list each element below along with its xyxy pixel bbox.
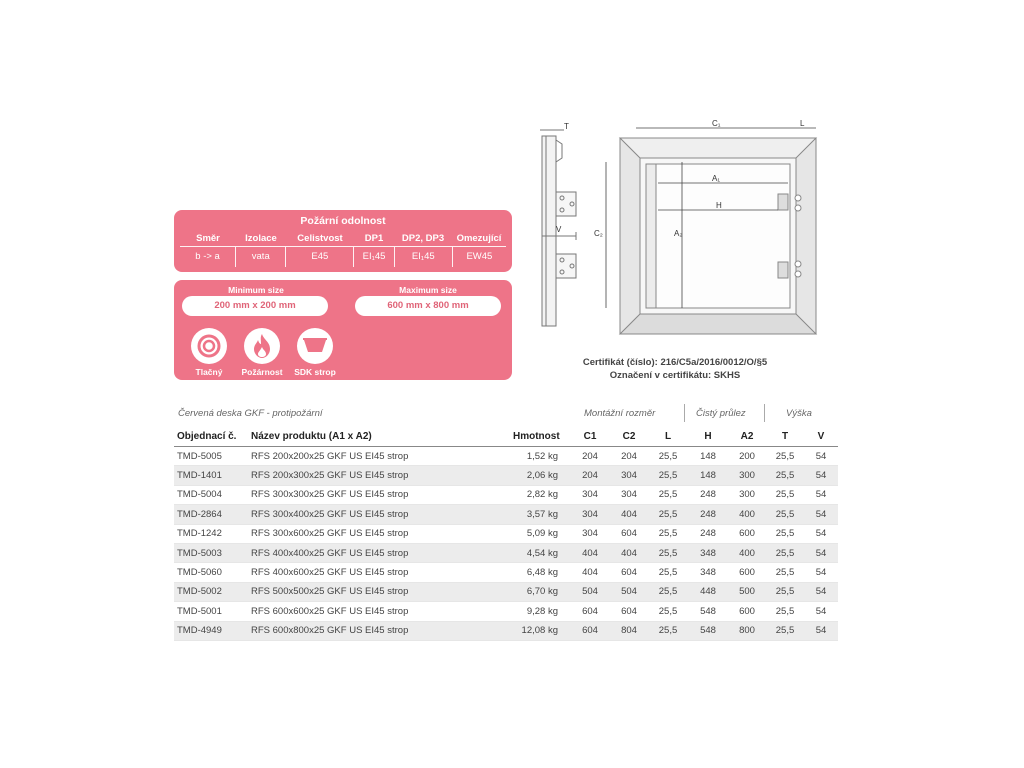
table-row bbox=[174, 602, 838, 621]
cell-t: 25,5 bbox=[766, 524, 804, 543]
cell-h: 448 bbox=[688, 582, 728, 601]
cell-c1: 204 bbox=[570, 466, 610, 485]
cell-l: 25,5 bbox=[648, 447, 688, 466]
col-a2: A2 bbox=[728, 426, 766, 447]
cell-c1: 604 bbox=[570, 602, 610, 621]
table-caption: Červená deska GKF - protipožární bbox=[178, 408, 323, 419]
cell-t: 25,5 bbox=[766, 466, 804, 485]
cell-h: 548 bbox=[688, 621, 728, 640]
label-T: T bbox=[564, 122, 569, 131]
cell-c2: 504 bbox=[610, 582, 648, 601]
table-row bbox=[174, 505, 838, 524]
cell-order-number: TMD-1401 bbox=[174, 466, 248, 485]
feature-ceiling-label: SDK strop bbox=[294, 367, 336, 377]
fire-value-limiting: EW45 bbox=[452, 246, 506, 267]
fire-icon bbox=[244, 328, 280, 364]
fire-value-dp1: EI₁45 bbox=[353, 246, 393, 267]
certificate-number: Certifikát (číslo): 216/C5a/2016/0012/O/§5 bbox=[582, 357, 768, 368]
min-size-value: 200 mm x 200 mm bbox=[182, 296, 328, 316]
certificate-info bbox=[540, 356, 810, 382]
cell-order-number: TMD-2864 bbox=[174, 505, 248, 524]
fire-value-integrity: E45 bbox=[285, 246, 353, 267]
cell-product-name: RFS 600x600x25 GKF US EI45 strop bbox=[248, 602, 510, 621]
cell-a2: 400 bbox=[728, 505, 766, 524]
table-row bbox=[174, 563, 838, 582]
feature-fire bbox=[237, 328, 287, 377]
cell-a2: 300 bbox=[728, 466, 766, 485]
size-features-panel bbox=[174, 280, 512, 380]
cell-t: 25,5 bbox=[766, 582, 804, 601]
cell-c2: 604 bbox=[610, 524, 648, 543]
cell-t: 25,5 bbox=[766, 485, 804, 504]
table-row bbox=[174, 621, 838, 640]
label-C2: C₂ bbox=[594, 229, 603, 238]
cell-order-number: TMD-5060 bbox=[174, 563, 248, 582]
min-size-label: Minimum size bbox=[228, 285, 284, 295]
fire-value-dp2-dp3: EI₁45 bbox=[394, 246, 452, 267]
cell-c1: 304 bbox=[570, 524, 610, 543]
cell-weight: 9,28 kg bbox=[510, 602, 570, 621]
fire-resistance-values bbox=[180, 246, 506, 267]
cell-c1: 304 bbox=[570, 505, 610, 524]
col-t: T bbox=[766, 426, 804, 447]
feature-push-label: Tlačný bbox=[195, 367, 223, 377]
max-size-value: 600 mm x 800 mm bbox=[355, 296, 501, 316]
fire-header-dp2-dp3: DP2, DP3 bbox=[401, 233, 445, 244]
cell-weight: 6,48 kg bbox=[510, 563, 570, 582]
cell-c2: 404 bbox=[610, 543, 648, 562]
cell-v: 54 bbox=[804, 485, 838, 504]
label-L: L bbox=[800, 119, 805, 128]
cell-l: 25,5 bbox=[648, 505, 688, 524]
cell-c2: 304 bbox=[610, 466, 648, 485]
feature-ceiling bbox=[290, 328, 340, 377]
fire-resistance-panel bbox=[174, 210, 512, 272]
cell-l: 25,5 bbox=[648, 543, 688, 562]
col-order-number: Objednací č. bbox=[174, 426, 248, 447]
fire-header-dp1: DP1 bbox=[364, 233, 384, 244]
cell-weight: 6,70 kg bbox=[510, 582, 570, 601]
cell-a2: 200 bbox=[728, 447, 766, 466]
cell-h: 248 bbox=[688, 505, 728, 524]
cell-weight: 4,54 kg bbox=[510, 543, 570, 562]
technical-drawing bbox=[526, 118, 826, 338]
certificate-designation: Označení v certifikátu: SKHS bbox=[609, 370, 741, 381]
cell-v: 54 bbox=[804, 447, 838, 466]
cell-t: 25,5 bbox=[766, 602, 804, 621]
cell-order-number: TMD-5005 bbox=[174, 447, 248, 466]
cell-c1: 504 bbox=[570, 582, 610, 601]
product-table bbox=[174, 426, 838, 641]
cell-v: 54 bbox=[804, 543, 838, 562]
col-c1: C1 bbox=[570, 426, 610, 447]
cell-l: 25,5 bbox=[648, 621, 688, 640]
cell-l: 25,5 bbox=[648, 602, 688, 621]
table-row bbox=[174, 582, 838, 601]
cell-a2: 600 bbox=[728, 524, 766, 543]
group-height: Výška bbox=[786, 408, 812, 419]
fire-resistance-grid bbox=[180, 232, 506, 267]
cell-product-name: RFS 600x800x25 GKF US EI45 strop bbox=[248, 621, 510, 640]
cell-weight: 1,52 kg bbox=[510, 447, 570, 466]
col-v: V bbox=[804, 426, 838, 447]
fire-header-insulation: Izolace bbox=[245, 233, 277, 244]
cell-a2: 600 bbox=[728, 563, 766, 582]
cell-h: 148 bbox=[688, 447, 728, 466]
front-view bbox=[620, 138, 816, 334]
col-weight: Hmotnost bbox=[510, 426, 570, 447]
product-table-section bbox=[174, 402, 838, 641]
cell-c2: 604 bbox=[610, 602, 648, 621]
label-C1: C₁ bbox=[712, 119, 721, 128]
fire-header-limiting: Omezující bbox=[456, 233, 502, 244]
group-mounting: Montážní rozměr bbox=[584, 408, 656, 419]
fire-resistance-title: Požární odolnost bbox=[300, 215, 386, 227]
col-c2: C2 bbox=[610, 426, 648, 447]
cell-v: 54 bbox=[804, 524, 838, 543]
cell-v: 54 bbox=[804, 505, 838, 524]
cell-order-number: TMD-5001 bbox=[174, 602, 248, 621]
table-row bbox=[174, 447, 838, 466]
table-row bbox=[174, 466, 838, 485]
cell-a2: 400 bbox=[728, 543, 766, 562]
cell-weight: 3,57 kg bbox=[510, 505, 570, 524]
fire-header-direction: Směr bbox=[196, 233, 220, 244]
label-H: H bbox=[716, 201, 722, 210]
fire-resistance-headers bbox=[180, 232, 506, 246]
cell-a2: 300 bbox=[728, 485, 766, 504]
cell-a2: 600 bbox=[728, 602, 766, 621]
table-row bbox=[174, 543, 838, 562]
fire-value-direction: b -> a bbox=[180, 246, 235, 267]
cell-weight: 5,09 kg bbox=[510, 524, 570, 543]
cell-product-name: RFS 300x400x25 GKF US EI45 strop bbox=[248, 505, 510, 524]
cell-h: 248 bbox=[688, 485, 728, 504]
cell-t: 25,5 bbox=[766, 447, 804, 466]
fire-header-integrity: Celistvost bbox=[297, 233, 343, 244]
cell-v: 54 bbox=[804, 602, 838, 621]
cell-order-number: TMD-5002 bbox=[174, 582, 248, 601]
cell-v: 54 bbox=[804, 621, 838, 640]
cell-product-name: RFS 300x600x25 GKF US EI45 strop bbox=[248, 524, 510, 543]
cell-c2: 604 bbox=[610, 563, 648, 582]
cell-product-name: RFS 200x300x25 GKF US EI45 strop bbox=[248, 466, 510, 485]
cell-c2: 204 bbox=[610, 447, 648, 466]
cell-c1: 304 bbox=[570, 485, 610, 504]
cell-a2: 800 bbox=[728, 621, 766, 640]
cell-h: 148 bbox=[688, 466, 728, 485]
table-row bbox=[174, 524, 838, 543]
cell-order-number: TMD-5003 bbox=[174, 543, 248, 562]
cell-t: 25,5 bbox=[766, 621, 804, 640]
table-row bbox=[174, 485, 838, 504]
cell-c2: 304 bbox=[610, 485, 648, 504]
cell-h: 348 bbox=[688, 563, 728, 582]
col-product-name: Název produktu (A1 x A2) bbox=[248, 426, 510, 447]
cell-product-name: RFS 400x600x25 GKF US EI45 strop bbox=[248, 563, 510, 582]
table-group-header bbox=[174, 402, 838, 426]
cell-c1: 404 bbox=[570, 563, 610, 582]
cell-c1: 604 bbox=[570, 621, 610, 640]
cell-l: 25,5 bbox=[648, 582, 688, 601]
cell-order-number: TMD-1242 bbox=[174, 524, 248, 543]
cell-v: 54 bbox=[804, 466, 838, 485]
feature-fire-label: Požárnost bbox=[241, 367, 283, 377]
label-A2: A₂ bbox=[674, 229, 683, 238]
col-h: H bbox=[688, 426, 728, 447]
cell-t: 25,5 bbox=[766, 563, 804, 582]
cell-product-name: RFS 400x400x25 GKF US EI45 strop bbox=[248, 543, 510, 562]
cell-weight: 2,82 kg bbox=[510, 485, 570, 504]
col-l: L bbox=[648, 426, 688, 447]
cell-l: 25,5 bbox=[648, 485, 688, 504]
cell-product-name: RFS 300x300x25 GKF US EI45 strop bbox=[248, 485, 510, 504]
cell-h: 548 bbox=[688, 602, 728, 621]
cell-c1: 404 bbox=[570, 543, 610, 562]
cell-c2: 804 bbox=[610, 621, 648, 640]
cell-order-number: TMD-4949 bbox=[174, 621, 248, 640]
feature-push bbox=[184, 328, 234, 377]
label-V: V bbox=[556, 225, 562, 234]
cell-h: 248 bbox=[688, 524, 728, 543]
push-icon bbox=[191, 328, 227, 364]
cell-l: 25,5 bbox=[648, 524, 688, 543]
cell-v: 54 bbox=[804, 582, 838, 601]
label-A1: A₁ bbox=[712, 174, 721, 183]
cell-product-name: RFS 500x500x25 GKF US EI45 strop bbox=[248, 582, 510, 601]
cell-order-number: TMD-5004 bbox=[174, 485, 248, 504]
table-header-row bbox=[174, 426, 838, 447]
cell-c2: 404 bbox=[610, 505, 648, 524]
cell-l: 25,5 bbox=[648, 563, 688, 582]
ceiling-icon bbox=[297, 328, 333, 364]
fire-value-insulation: vata bbox=[235, 246, 285, 267]
max-size-label: Maximum size bbox=[399, 285, 457, 295]
cell-product-name: RFS 200x200x25 GKF US EI45 strop bbox=[248, 447, 510, 466]
cell-weight: 2,06 kg bbox=[510, 466, 570, 485]
cell-c1: 204 bbox=[570, 447, 610, 466]
cell-t: 25,5 bbox=[766, 505, 804, 524]
cell-weight: 12,08 kg bbox=[510, 621, 570, 640]
cell-v: 54 bbox=[804, 563, 838, 582]
cell-h: 348 bbox=[688, 543, 728, 562]
cell-t: 25,5 bbox=[766, 543, 804, 562]
group-clear-opening: Čistý průlez bbox=[696, 408, 746, 419]
cell-a2: 500 bbox=[728, 582, 766, 601]
cell-l: 25,5 bbox=[648, 466, 688, 485]
